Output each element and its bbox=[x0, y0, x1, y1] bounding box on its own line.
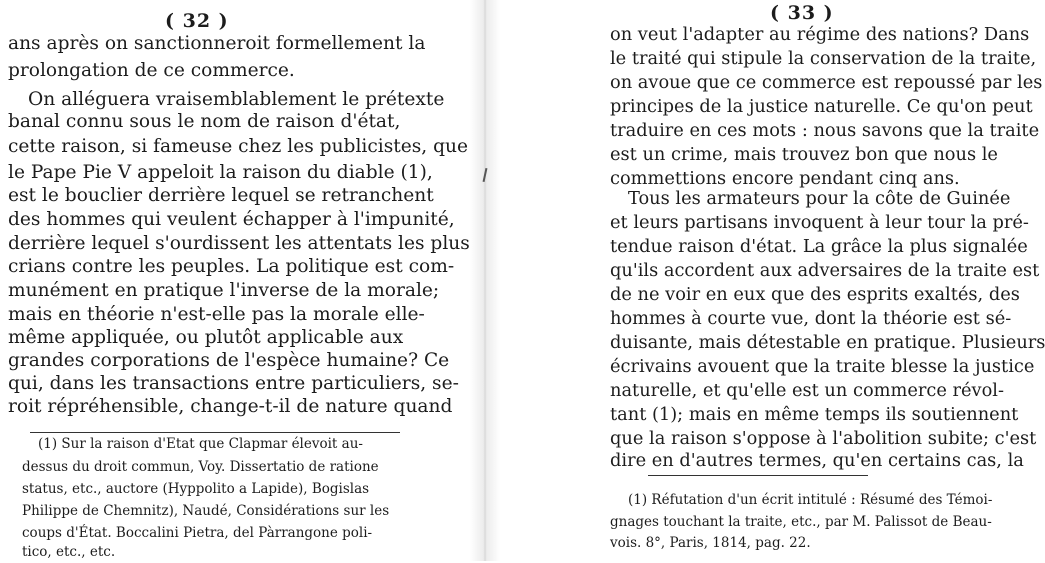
text-line: que la raison s'oppose à l'abolition subite; c'est bbox=[610, 428, 1037, 449]
text-line: même appliquée, ou plutôt applicable aux bbox=[8, 327, 404, 348]
text-line: qui, dans les transactions entre particuliers, se- bbox=[8, 373, 459, 394]
text-line: Tous les armateurs pour la côte de Guinée bbox=[628, 188, 1011, 209]
book-gutter bbox=[470, 0, 500, 561]
footnote-line: vois. 8°, Paris, 1814, pag. 22. bbox=[610, 535, 811, 551]
text-line: le Pape Pie V appeloit la raison du diable (1), bbox=[8, 162, 433, 183]
text-line: de ne voir en eux que des esprits exaltés, des bbox=[610, 284, 1020, 305]
text-line: munément en pratique l'inverse de la morale; bbox=[8, 280, 440, 301]
text-line: des hommes qui veulent échapper à l'impunité, bbox=[8, 209, 455, 230]
text-line: principes de la justice naturelle. Ce qu'on peut bbox=[610, 96, 1033, 117]
footnote-line: gnages touchant la traite, etc., par M. Palissot de Beau- bbox=[610, 514, 992, 530]
right-page bbox=[500, 0, 1045, 561]
footnote-line: dessus du droit commun, Voy. Dissertatio de ratione bbox=[22, 459, 379, 475]
page-number: ( 33 ) bbox=[770, 2, 834, 24]
footnote-line: Philippe de Chemnitz), Naudé, Considérations sur les bbox=[22, 503, 390, 519]
text-line: cette raison, si fameuse chez les publicistes, que bbox=[8, 136, 468, 157]
footnote-line: coups d'État. Boccalini Pietra, del Pàrrangone poli- bbox=[22, 525, 373, 541]
text-line: est le bouclier derrière lequel se retranchent bbox=[8, 185, 434, 206]
text-line: ans après on sanctionneroit formellement la bbox=[8, 33, 426, 54]
text-line: commettions encore pendant cinq ans. bbox=[610, 168, 960, 189]
left-page bbox=[0, 0, 470, 561]
text-line: prolongation de ce commerce. bbox=[8, 60, 295, 81]
text-line: dire en d'autres termes, qu'en certains cas, la bbox=[610, 450, 1024, 471]
footnote-line: tico, etc., etc. bbox=[22, 544, 116, 560]
footnote-line: (1) Sur la raison d'Etat que Clapmar élevoit au- bbox=[38, 436, 363, 452]
text-line: est un crime, mais trouvez bon que nous le bbox=[610, 144, 998, 165]
text-line: écrivains avouent que la traite blesse la justice bbox=[610, 356, 1035, 377]
text-line: tant (1); mais en même temps ils soutiennent bbox=[610, 404, 1019, 425]
footnote-divider bbox=[30, 432, 400, 433]
page-number: ( 32 ) bbox=[165, 10, 229, 32]
text-line: roit répréhensible, change-t-il de nature quand bbox=[8, 396, 453, 417]
text-line: tendue raison d'état. La grâce la plus signalée bbox=[610, 236, 1028, 257]
text-line: on veut l'adapter au régime des nations? Dans bbox=[610, 24, 1030, 45]
text-line: hommes à courte vue, dont la théorie est sé- bbox=[610, 308, 1012, 329]
text-line: mais en théorie n'est-elle pas la morale elle- bbox=[8, 304, 425, 325]
text-line: banal connu sous le nom de raison d'état, bbox=[8, 111, 401, 132]
text-line: derrière lequel s'ourdissent les attentats les plus bbox=[8, 233, 470, 254]
text-line: naturelle, et qu'elle est un commerce révol- bbox=[610, 380, 1005, 401]
text-line: On alléguera vraisemblablement le prétexte bbox=[28, 89, 445, 110]
text-line: traduire en ces mots : nous savons que la traite bbox=[610, 120, 1040, 141]
footnote-line: status, etc., auctore (Hyppolito a Lapide), Bogislas bbox=[22, 481, 370, 497]
text-line: le traité qui stipule la conservation de la traite, bbox=[610, 48, 1037, 69]
text-line: on avoue que ce commerce est repoussé par les bbox=[610, 72, 1043, 93]
text-line: duisante, mais détestable en pratique. Plusieurs bbox=[610, 332, 1045, 353]
text-line: crians contre les peuples. La politique est com- bbox=[8, 256, 455, 277]
text-line: qu'ils accordent aux adversaires de la traite est bbox=[610, 260, 1040, 281]
footnote-divider bbox=[648, 475, 868, 476]
text-line: grandes corporations de l'espèce humaine? Ce bbox=[8, 350, 450, 371]
text-line: et leurs partisans invoquent à leur tour la pré- bbox=[610, 212, 1029, 233]
footnote-line: (1) Réfutation d'un écrit intitulé : Résumé des Témoi- bbox=[628, 492, 993, 508]
